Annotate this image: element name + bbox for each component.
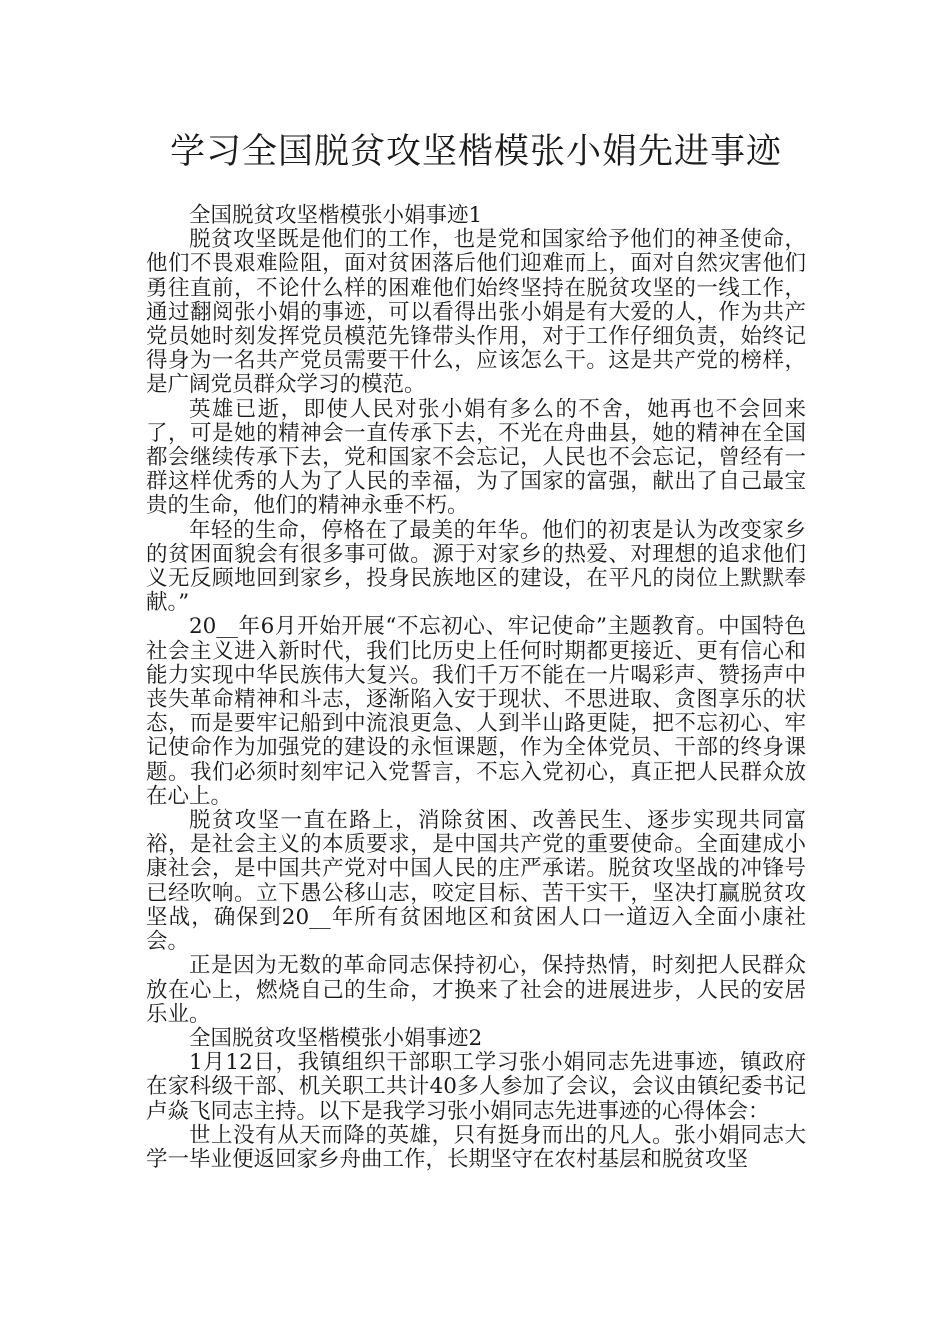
paragraph: 年轻的生命，停格在了最美的年华。他们的初衷是认为改变家乡的贫困面貌会有很多事可做。源于对家乡的热爱、对理想的追求他们义无反顾地回到家乡，投身民族地区的建设，在平凡的岗位上默默奉献。” bbox=[146, 517, 806, 616]
paragraph: 1月12日，我镇组织干部职工学习张小娟同志先进事迹，镇政府在家科级干部、机关职工共计40多人参加了会议，会议由镇纪委书记卢焱飞同志主持。以下是我学习张小娟同志先进事迹的心得体会： bbox=[146, 1050, 806, 1124]
paragraph: 世上没有从天而降的英雄，只有挺身而出的凡人。张小娟同志大学一毕业便返回家乡舟曲工作，长期坚守在农村基层和脱贫攻坚 bbox=[146, 1122, 806, 1172]
paragraph: 正是因为无数的革命同志保持初心，保持热情，时刻把人民群众放在心上，燃烧自己的生命，才换来了社会的进展进步，人民的安居乐业。 bbox=[146, 953, 806, 1027]
paragraph: 脱贫攻坚既是他们的工作，也是党和国家给予他们的神圣使命，他们不畏艰难险阻，面对贫困落后他们迎难而上，面对自然灾害他们勇往直前，不论什么样的困难他们始终坚持在脱贫攻坚的一线工作，通过翻阅张小娟的事迹，可以看得出张小娟是有大爱的人，作为共产党员她时刻发挥党员模范先锋带头作用，对于工作仔细负责，始终记得身为一名共产党员需要干什么，应该怎么干。这是共产党的榜样，是广阔党员群众学习的模范。 bbox=[146, 227, 806, 398]
paragraph: 脱贫攻坚一直在路上，消除贫困、改善民生、逐步实现共同富裕，是社会主义的本质要求，是中国共产党的重要使命。全面建成小康社会，是中国共产党对中国人民的庄严承诺。脱贫攻坚战的冲锋号已经吹响。立下愚公移山志，咬定目标、苦干实干，坚决打赢脱贫攻坚战，确保到20__年所有贫困地区和贫困人口一道迈入全面小康社会。 bbox=[146, 808, 806, 955]
section-heading-2: 全国脱贫攻坚楷模张小娟事迹2 bbox=[189, 1025, 483, 1051]
document-body bbox=[146, 204, 806, 1172]
document-page bbox=[146, 128, 806, 1172]
section-heading-1: 全国脱贫攻坚楷模张小娟事迹1 bbox=[189, 203, 483, 228]
paragraph: 20__年6月开始开展“不忘初心、牢记使命”主题教育。中国特色社会主义进入新时代，我们比历史上任何时期都更接近、更有信心和能力实现中华民族伟大复兴。我们千万不能在一片喝彩声、赞扬声中丧失革命精神和斗志，逐渐陷入安于现状、不思进取、贪图享乐的状态，而是要牢记船到中流浪更急、人到半山路更陡，把不忘初心、牢记使命作为加强党的建设的永恒课题，作为全体党员、干部的终身课题。我们必须时刻牢记入党誓言，不忘入党初心，真正把人民群众放在心上。 bbox=[146, 614, 806, 809]
paragraph: 英雄已逝，即使人民对张小娟有多么的不舍，她再也不会回来了，可是她的精神会一直传承下去，不光在舟曲县，她的精神在全国都会继续传承下去，党和国家不会忘记，人民也不会忘记，曾经有一群这样优秀的人为了人民的幸福，为了国家的富强，献出了自己最宝贵的生命，他们的精神永垂不朽。 bbox=[146, 396, 806, 519]
document-title: 学习全国脱贫攻坚楷模张小娟先进事迹 bbox=[169, 132, 782, 172]
